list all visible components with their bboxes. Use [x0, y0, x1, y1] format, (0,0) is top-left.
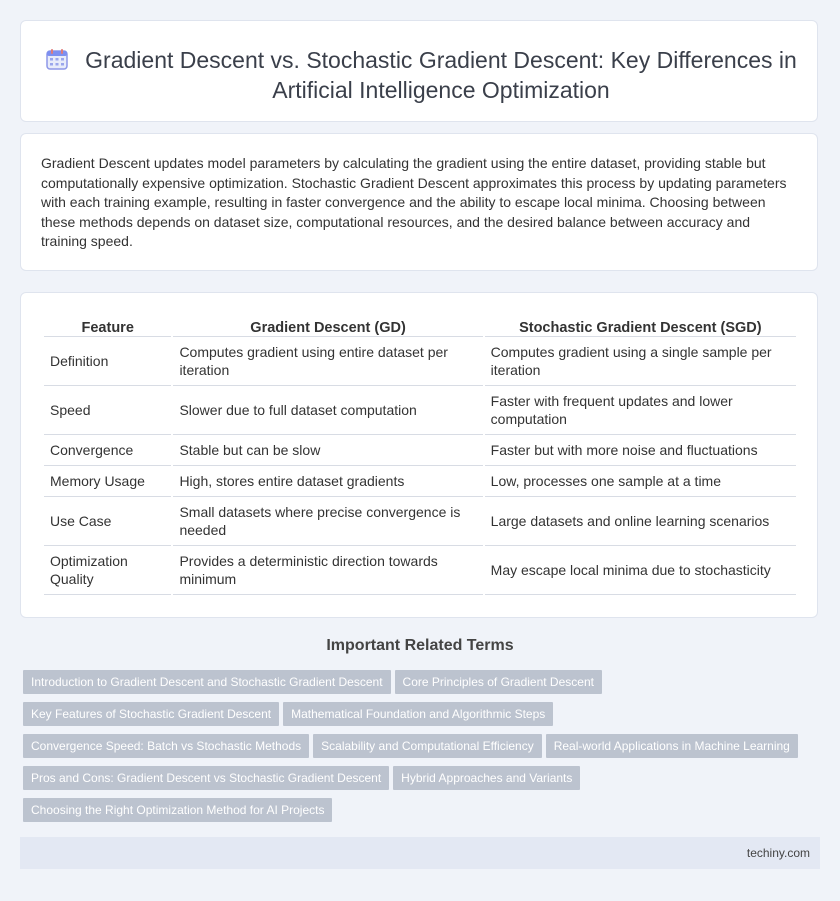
footer-site-link[interactable]: techiny.com	[746, 846, 810, 860]
table-cell: Convergence	[44, 435, 171, 466]
table-cell: Use Case	[44, 497, 171, 546]
related-term-link[interactable]: Choosing the Right Optimization Method for AI Projects	[23, 798, 332, 822]
related-term-link[interactable]: Mathematical Foundation and Algorithmic Steps	[283, 702, 553, 726]
intro-card	[20, 133, 818, 271]
related-term-link[interactable]: Introduction to Gradient Descent and Stochastic Gradient Descent	[23, 670, 391, 694]
table-row	[44, 546, 796, 595]
title-card	[20, 20, 818, 122]
comparison-table	[42, 315, 798, 595]
table-cell: Computes gradient using a single sample per iteration	[485, 337, 796, 386]
related-term-link[interactable]: Key Features of Stochastic Gradient Descent	[23, 702, 279, 726]
table-row	[44, 386, 796, 435]
related-term-link[interactable]: Real-world Applications in Machine Learning	[546, 734, 798, 758]
table-row	[44, 466, 796, 497]
table-cell: Low, processes one sample at a time	[485, 466, 796, 497]
table-cell: Speed	[44, 386, 171, 435]
table-cell: Small datasets where precise convergence is needed	[173, 497, 482, 546]
header-gd: Gradient Descent (GD)	[173, 315, 482, 337]
related-terms-list	[23, 670, 813, 830]
table-cell: Computes gradient using entire dataset per iteration	[173, 337, 482, 386]
header-sgd: Stochastic Gradient Descent (SGD)	[485, 315, 796, 337]
table-cell: Faster with frequent updates and lower computation	[485, 386, 796, 435]
header-feature: Feature	[44, 315, 171, 337]
table-row	[44, 497, 796, 546]
page-title: Gradient Descent vs. Stochastic Gradient Descent: Key Differences in Artificial Intelligence Optimization	[85, 47, 797, 103]
related-term-link[interactable]: Convergence Speed: Batch vs Stochastic Methods	[23, 734, 309, 758]
intro-paragraph: Gradient Descent updates model parameters by calculating the gradient using the entire dataset, providing stable but computationally expensive optimization. Stochastic Gradient Descent approximates this process by updating parameters with each training example, resulting in faster convergence and the ability to escape local minima. Choosing between these methods depends on dataset size, computational resources, and the desired balance between accuracy and training speed.	[41, 155, 787, 249]
table-cell: Optimization Quality	[44, 546, 171, 595]
related-term-link[interactable]: Scalability and Computational Efficiency	[313, 734, 542, 758]
footer	[20, 837, 820, 869]
related-term-link[interactable]: Hybrid Approaches and Variants	[393, 766, 580, 790]
table-header-row	[44, 315, 796, 337]
table-cell: Stable but can be slow	[173, 435, 482, 466]
related-term-link[interactable]: Pros and Cons: Gradient Descent vs Stochastic Gradient Descent	[23, 766, 389, 790]
table-cell: Definition	[44, 337, 171, 386]
table-cell: Slower due to full dataset computation	[173, 386, 482, 435]
table-cell: Faster but with more noise and fluctuations	[485, 435, 796, 466]
comparison-card	[20, 292, 818, 618]
related-terms-title: Important Related Terms	[326, 637, 514, 654]
table-row	[44, 435, 796, 466]
table-cell: High, stores entire dataset gradients	[173, 466, 482, 497]
table-cell: Provides a deterministic direction towards minimum	[173, 546, 482, 595]
table-row	[44, 337, 796, 386]
table-cell: Large datasets and online learning scenarios	[485, 497, 796, 546]
table-cell: Memory Usage	[44, 466, 171, 497]
related-term-link[interactable]: Core Principles of Gradient Descent	[395, 670, 602, 694]
table-cell: May escape local minima due to stochasticity	[485, 546, 796, 595]
